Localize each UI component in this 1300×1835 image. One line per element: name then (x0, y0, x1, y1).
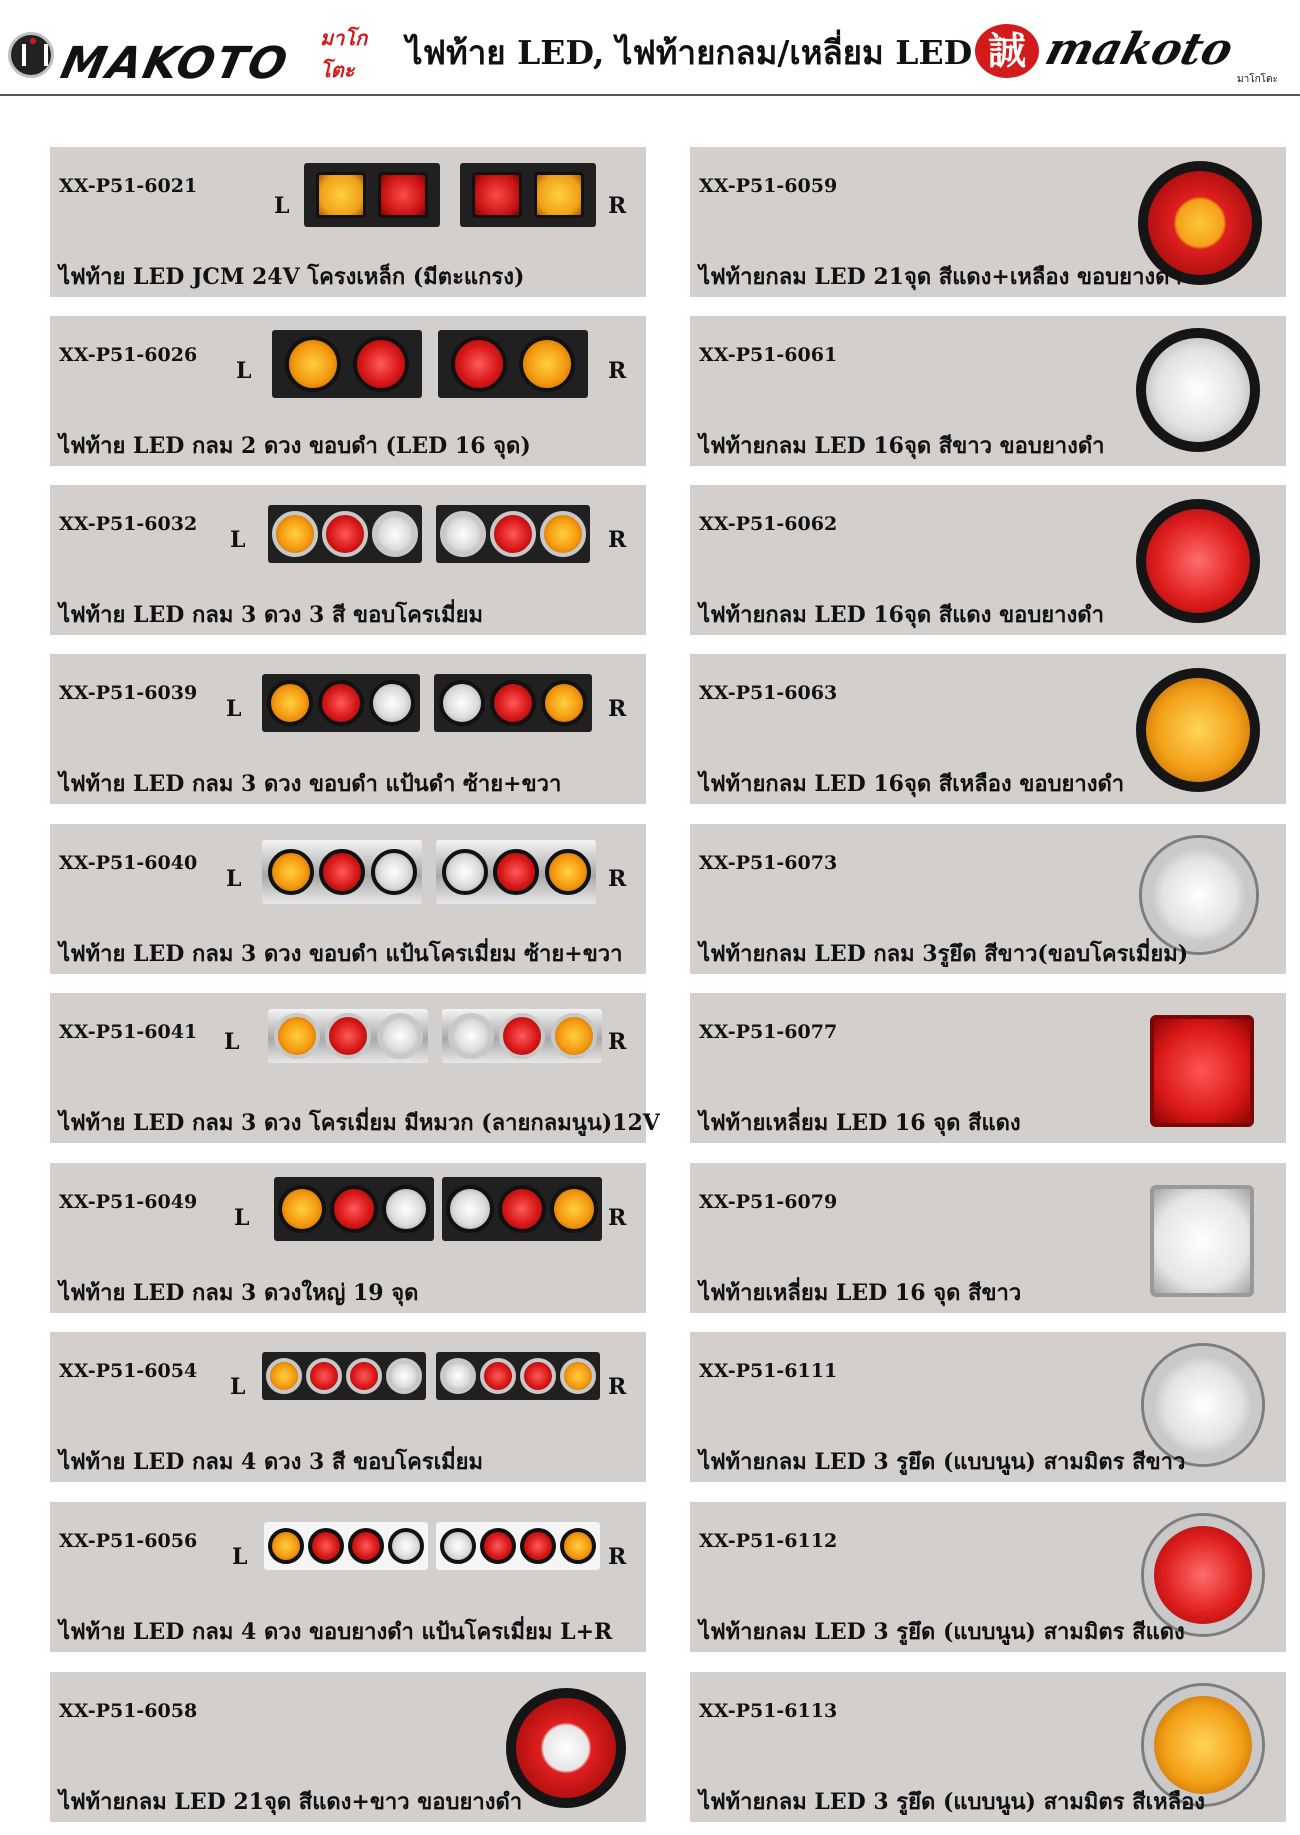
product-description: ไฟท้ายกลม LED 3 รูยึด (แบบนูน) สามมิตร สีขาว (699, 1449, 1186, 1475)
brand-right-sub: มาโกโตะ (1237, 74, 1278, 85)
product-code: XX-P51-6049 (59, 1191, 198, 1213)
product-card[interactable] (690, 1332, 1286, 1482)
page-header (0, 0, 1300, 100)
product-description: ไฟท้าย LED กลม 4 ดวง 3 สี ขอบโครเมี่ยม (59, 1449, 484, 1475)
product-card[interactable] (50, 993, 660, 1143)
makoto-script-logo (975, 20, 1293, 86)
red-lamp-icon (493, 849, 539, 895)
product-description: ไฟท้ายกลม LED 16จุด สีแดง ขอบยางดำ (699, 602, 1104, 628)
product-card[interactable] (50, 316, 646, 466)
product-card[interactable] (50, 654, 646, 804)
lamp-right-image (442, 1009, 602, 1063)
amber-lamp-icon (274, 1013, 320, 1059)
amber-lamp-icon (540, 511, 586, 557)
product-code: XX-P51-6113 (699, 1700, 838, 1722)
red-lamp-icon (490, 680, 536, 726)
product-code: XX-P51-6054 (59, 1360, 198, 1382)
brand-left-thai: มาโกโตะ (320, 26, 368, 82)
product-code: XX-P51-6079 (699, 1191, 838, 1213)
lamp-right-image (436, 840, 596, 904)
red-lamp-icon (353, 336, 409, 392)
lamp-left-image (274, 1177, 434, 1241)
lamp-right-image (442, 1177, 602, 1241)
product-code: XX-P51-6061 (699, 344, 838, 366)
lamp-right-image (436, 1352, 600, 1400)
side-right-label: R (608, 358, 627, 384)
amber-lamp-icon (278, 1185, 326, 1233)
white-lamp-icon (371, 849, 417, 895)
round-lamp-image (1142, 838, 1256, 952)
side-left-label: L (224, 1029, 240, 1055)
product-description: ไฟท้าย LED กลม 4 ดวง ขอบยางดำ แป้นโครเมี่ยม L+R (59, 1619, 613, 1645)
round-lamp-image (1136, 328, 1260, 452)
product-card[interactable] (50, 1502, 646, 1652)
page-title: ไฟท้าย LED, ไฟท้ายกลม/เหลี่ยม LED (406, 33, 973, 72)
amber-lamp-icon (560, 1358, 596, 1394)
product-description: ไฟท้าย LED กลม 3 ดวง 3 สี ขอบโครเมี่ยม (59, 602, 484, 628)
side-right-label: R (608, 527, 627, 553)
product-code: XX-P51-6059 (699, 175, 838, 197)
amber-lamp-icon (266, 1358, 302, 1394)
amber-lamp-icon (268, 849, 314, 895)
white-lamp-icon (442, 849, 488, 895)
lamp-left-image (304, 163, 440, 227)
product-description: ไฟท้ายเหลี่ยม LED 16 จุด สีแดง (699, 1110, 1021, 1136)
product-card[interactable] (50, 147, 646, 297)
red-lamp-icon (319, 849, 365, 895)
red-lamp-icon (498, 1185, 546, 1233)
red-lamp-icon (346, 1358, 382, 1394)
red-lamp-icon (378, 172, 428, 218)
amber-lamp-icon (268, 1528, 304, 1564)
product-code: XX-P51-6077 (699, 1021, 838, 1043)
side-left-label: L (236, 358, 252, 384)
amber-lamp-icon (316, 172, 366, 218)
product-description: ไฟท้าย LED กลม 3 ดวง ขอบดำ แป้นโครเมี่ยม ซ้าย+ขวา (59, 941, 623, 967)
product-card[interactable] (690, 654, 1286, 804)
product-description: ไฟท้ายกลม LED 3 รูยึด (แบบนูน) สามมิตร สีเหลือง (699, 1789, 1206, 1815)
red-lamp-icon (325, 1013, 371, 1059)
red-lamp-icon (480, 1358, 516, 1394)
product-description: ไฟท้าย LED กลม 3 ดวง ขอบดำ แป้นดำ ซ้าย+ขวา (59, 771, 562, 797)
side-left-label: L (234, 1205, 250, 1231)
square-lamp-image (1150, 1015, 1254, 1127)
product-code: XX-P51-6111 (699, 1360, 838, 1382)
product-card[interactable] (690, 824, 1286, 974)
red-lamp-icon (348, 1528, 384, 1564)
lamp-right-image (434, 674, 592, 732)
brand-left-name: MAKOTO (56, 38, 294, 89)
side-left-label: L (230, 1374, 246, 1400)
red-lamp-icon (451, 336, 507, 392)
lamp-left-image (262, 840, 422, 904)
product-description: ไฟท้าย LED กลม 2 ดวง ขอบดำ (LED 16 จุด) (59, 433, 531, 459)
product-code: XX-P51-6041 (59, 1021, 198, 1043)
product-card[interactable] (50, 1672, 646, 1822)
product-code: XX-P51-6058 (59, 1700, 198, 1722)
red-lamp-icon (490, 511, 536, 557)
side-right-label: R (608, 1374, 627, 1400)
side-right-label: R (608, 1029, 627, 1055)
lamp-left-image (268, 505, 422, 563)
product-code: XX-P51-6021 (59, 175, 198, 197)
lamp-right-image (460, 163, 596, 227)
amber-lamp-icon (519, 336, 575, 392)
product-card[interactable] (50, 1163, 646, 1313)
brand-right-name: makoto (1040, 24, 1239, 75)
amber-lamp-icon (267, 680, 313, 726)
white-lamp-icon (440, 1358, 476, 1394)
amber-lamp-icon (551, 1013, 597, 1059)
lamp-right-image (436, 505, 590, 563)
product-code: XX-P51-6032 (59, 513, 198, 535)
white-lamp-icon (448, 1013, 494, 1059)
product-code: XX-P51-6073 (699, 852, 838, 874)
product-code: XX-P51-6062 (699, 513, 838, 535)
product-card[interactable] (50, 485, 646, 635)
product-code: XX-P51-6039 (59, 682, 198, 704)
product-description: ไฟท้าย LED JCM 24V โครงเหล็ก (มีตะแกรง) (59, 264, 525, 290)
white-lamp-icon (446, 1185, 494, 1233)
side-left-label: L (232, 1544, 248, 1570)
white-lamp-icon (440, 1528, 476, 1564)
product-code: XX-P51-6056 (59, 1530, 198, 1552)
side-right-label: R (608, 866, 627, 892)
white-lamp-icon (382, 1185, 430, 1233)
product-description: ไฟท้าย LED กลม 3 ดวง โครเมี่ยม มีหมวก (ลายกลมนูน)12V (59, 1110, 660, 1136)
red-lamp-icon (499, 1013, 545, 1059)
product-code: XX-P51-6026 (59, 344, 198, 366)
square-lamp-image (1150, 1185, 1254, 1297)
white-lamp-icon (440, 511, 486, 557)
round-lamp-image (1136, 668, 1260, 792)
makoto-emblem-icon (8, 32, 54, 78)
product-description: ไฟท้ายกลม LED 21จุด สีแดง+ขาว ขอบยางดำ (59, 1789, 523, 1815)
side-left-label: L (230, 527, 246, 553)
product-card[interactable] (690, 316, 1286, 466)
lamp-right-image (438, 330, 588, 398)
product-code: XX-P51-6112 (699, 1530, 838, 1552)
amber-lamp-icon (272, 511, 318, 557)
red-lamp-icon (520, 1358, 556, 1394)
amber-lamp-icon (541, 680, 587, 726)
red-lamp-icon (306, 1358, 342, 1394)
product-description: ไฟท้ายเหลี่ยม LED 16 จุด สีขาว (699, 1280, 1022, 1306)
product-code: XX-P51-6040 (59, 852, 198, 874)
product-description: ไฟท้ายกลม LED กลม 3รูยึด สีขาว(ขอบโครเมี่ยม) (699, 941, 1189, 967)
product-card[interactable] (690, 1672, 1286, 1822)
product-card[interactable] (690, 993, 1286, 1143)
lamp-right-image (436, 1522, 600, 1570)
red-lamp-icon (520, 1528, 556, 1564)
side-right-label: R (608, 1544, 627, 1570)
header-divider (0, 94, 1300, 96)
side-right-label: R (608, 193, 627, 219)
kanji-emblem: 誠 (975, 24, 1039, 78)
amber-lamp-icon (560, 1528, 596, 1564)
makoto-logo (8, 26, 378, 89)
side-left-label: L (226, 696, 242, 722)
product-card[interactable] (690, 1163, 1286, 1313)
lamp-left-image (262, 1352, 426, 1400)
red-lamp-icon (308, 1528, 344, 1564)
red-lamp-icon (330, 1185, 378, 1233)
product-card[interactable] (690, 485, 1286, 635)
product-card[interactable] (50, 824, 646, 974)
red-lamp-icon (472, 172, 522, 218)
red-lamp-icon (480, 1528, 516, 1564)
side-left-label: L (274, 193, 290, 219)
product-description: ไฟท้ายกลม LED 21จุด สีแดง+เหลือง ขอบยางดำ (699, 264, 1182, 290)
red-lamp-icon (322, 511, 368, 557)
white-lamp-icon (388, 1528, 424, 1564)
white-lamp-icon (386, 1358, 422, 1394)
product-description: ไฟท้ายกลม LED 3 รูยึด (แบบนูน) สามมิตร สีแดง (699, 1619, 1185, 1645)
product-card[interactable] (50, 1332, 646, 1482)
round-lamp-image (506, 1688, 626, 1808)
product-description: ไฟท้ายกลม LED 16จุด สีขาว ขอบยางดำ (699, 433, 1105, 459)
side-left-label: L (226, 866, 242, 892)
side-right-label: R (608, 1205, 627, 1231)
side-right-label: R (608, 696, 627, 722)
round-lamp-image (1136, 499, 1260, 623)
lamp-left-image (262, 674, 420, 732)
white-lamp-icon (377, 1013, 423, 1059)
amber-lamp-icon (285, 336, 341, 392)
product-card[interactable] (690, 1502, 1286, 1652)
white-lamp-icon (372, 511, 418, 557)
lamp-left-image (272, 330, 422, 398)
product-card[interactable] (690, 147, 1286, 297)
product-description: ไฟท้ายกลม LED 16จุด สีเหลือง ขอบยางดำ (699, 771, 1125, 797)
lamp-left-image (264, 1522, 428, 1570)
amber-lamp-icon (550, 1185, 598, 1233)
amber-lamp-icon (534, 172, 584, 218)
white-lamp-icon (369, 680, 415, 726)
red-lamp-icon (318, 680, 364, 726)
product-code: XX-P51-6063 (699, 682, 838, 704)
lamp-left-image (268, 1009, 428, 1063)
product-description: ไฟท้าย LED กลม 3 ดวงใหญ่ 19 จุด (59, 1280, 419, 1306)
white-lamp-icon (439, 680, 485, 726)
amber-lamp-icon (545, 849, 591, 895)
